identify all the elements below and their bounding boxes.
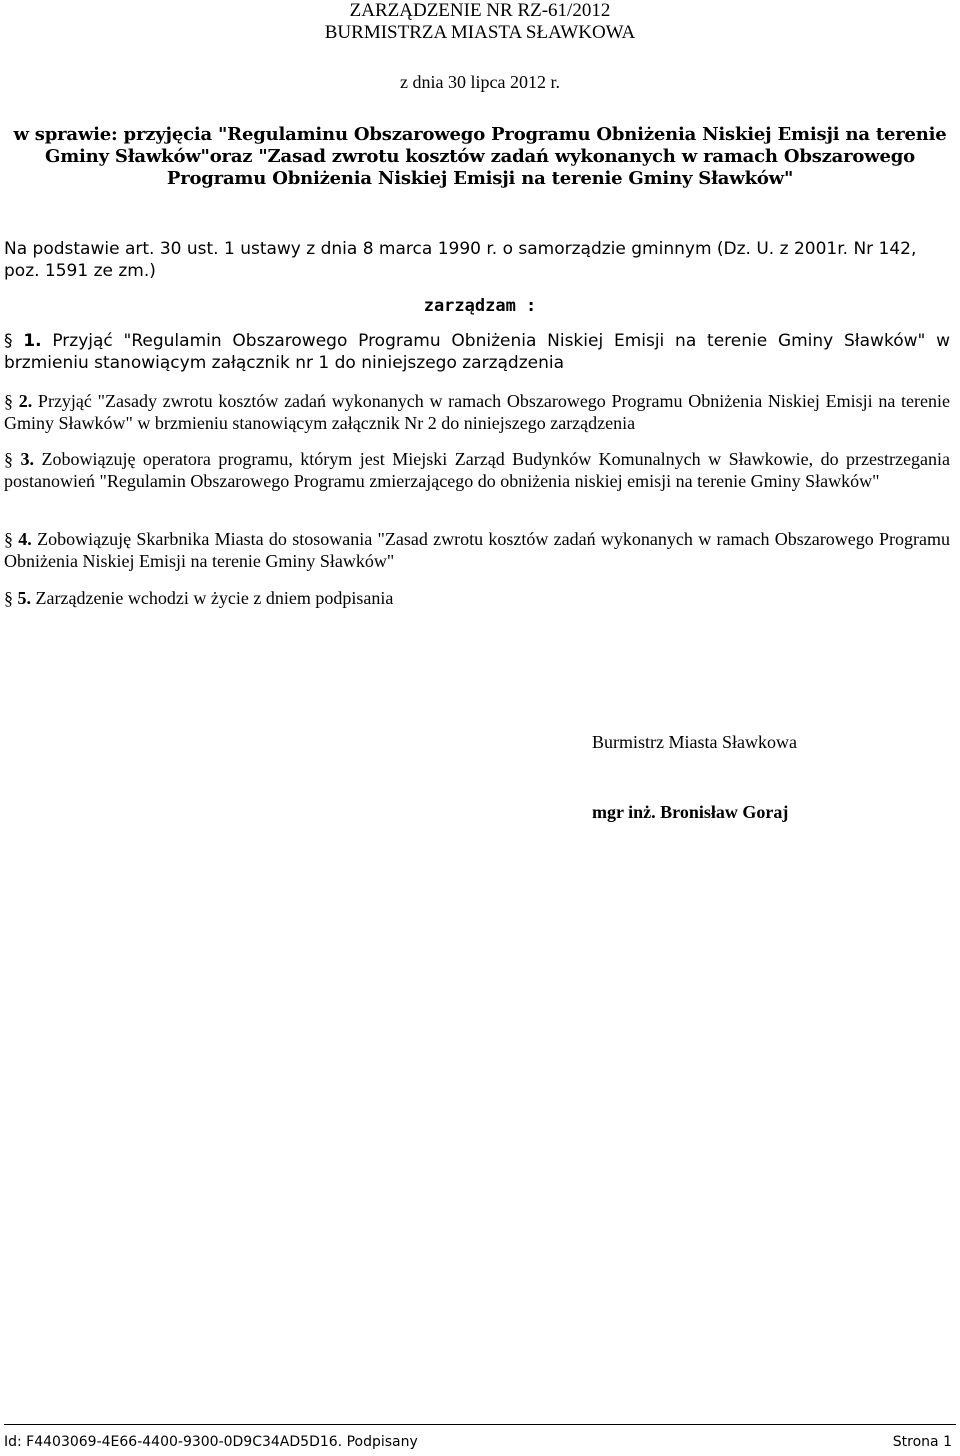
section-symbol: § — [4, 588, 13, 608]
section-symbol: § — [4, 391, 13, 411]
document-id: Id: F4403069-4E66-4400-9300-0D9C34AD5D16. Podpisany — [4, 1434, 418, 1450]
paragraph-3 — [4, 448, 950, 492]
section-symbol: § — [4, 331, 13, 351]
paragraph-text: Zobowiązuję Skarbnika Miasta do stosowania "Zasad zwrotu kosztów zadań wykonanych w ramach Obszarowego Programu Obniżenia Niskiej Emisji na terenie Gminy Sławków" — [4, 529, 951, 571]
document-date: z dnia 30 lipca 2012 r. — [400, 72, 560, 92]
page-number: Strona 1 — [892, 1434, 952, 1450]
signatory-name: mgr inż. Bronisław Goraj — [592, 802, 789, 822]
title-line-2: BURMISTRZA MIASTA SŁAWKOWA — [324, 22, 636, 43]
paragraph-2 — [4, 390, 950, 434]
paragraph-1 — [4, 330, 950, 374]
paragraph-text: Zobowiązuję operatora programu, którym jest Miejski Zarząd Budynków Komunalnych w Sławkowie, do przestrzegania postanowień "Regulamin Obszarowego Programu zmierzającego do obniżenia niskiej emisji na terenie Gminy Sławków" — [4, 449, 950, 491]
document-title — [0, 0, 960, 44]
signatory-role: Burmistrz Miasta Sławkowa — [592, 732, 797, 752]
paragraph-text: Przyjąć "Regulamin Obszarowego Programu Obniżenia Niskiej Emisji na terenie Gminy Sławków" w brzmieniu stanowiącym załącznik nr 1 do niniejszego zarządzenia — [4, 331, 951, 373]
section-symbol: § — [4, 529, 13, 549]
section-symbol: § — [4, 449, 13, 469]
paragraph-number: 1. — [23, 331, 42, 351]
paragraph-number: 3. — [20, 449, 34, 469]
paragraph-5 — [4, 587, 950, 609]
page-footer — [4, 1434, 952, 1450]
paragraph-4 — [4, 528, 950, 572]
title-line-1: ZARZĄDZENIE NR RZ-61/2012 — [349, 0, 611, 21]
paragraph-number: 4. — [18, 529, 32, 549]
paragraph-text: Przyjąć "Zasady zwrotu kosztów zadań wykonanych w ramach Obszarowego Programu Obniżenia Niskiej Emisji na terenie Gminy Sławków" w brzmieniu stanowiącym załącznik Nr 2 do niniejszego zarządzenia — [4, 391, 951, 433]
footer-divider — [4, 1424, 956, 1425]
paragraph-text: Zarządzenie wchodzi w życie z dniem podpisania — [31, 588, 394, 608]
decree-word: zarządzam : — [423, 296, 537, 316]
legal-basis: Na podstawie art. 30 ust. 1 ustawy z dnia 8 marca 1990 r. o samorządzie gminnym (Dz. U. z 2001r. Nr 142, poz. 1591 ze zm.) — [4, 239, 917, 281]
paragraph-number: 2. — [18, 391, 33, 411]
document-subject: w sprawie: przyjęcia "Regulaminu Obszarowego Programu Obniżenia Niskiej Emisji na terenie Gminy Sławków"oraz "Zasad zwrotu kosztów zadań wykonanych w ramach Obszarowego Programu Obniżenia Niskiej Emisji na terenie Gminy Sławków" — [13, 124, 947, 189]
paragraph-number: 5. — [17, 588, 31, 608]
